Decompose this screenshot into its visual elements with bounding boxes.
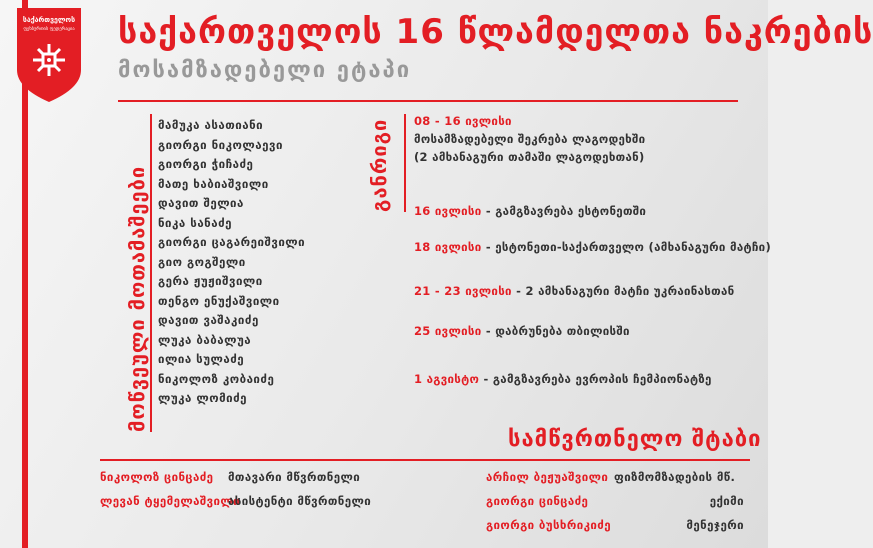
schedule-item bbox=[414, 204, 646, 218]
staff-name: გიორგი ბუსხრიკიძე bbox=[486, 518, 611, 532]
schedule-text: - გამგზავრება ევროპის ჩემპიონატზე bbox=[479, 372, 712, 386]
player-name: გიო გოგშელი bbox=[158, 254, 246, 269]
svg-text:ფეხბურთის ფედერაცია: ფეხბურთის ფედერაცია bbox=[23, 27, 75, 32]
players-list bbox=[158, 116, 305, 409]
player-name: დავით შელია bbox=[158, 196, 244, 210]
schedule-item bbox=[414, 324, 630, 338]
schedule-date: 18 ივლისი bbox=[414, 240, 482, 254]
schedule-date: 08 - 16 ივლისი bbox=[414, 114, 512, 128]
schedule-item bbox=[414, 284, 734, 298]
staff-name: ლევან ტყემელაშვილი bbox=[100, 494, 241, 508]
player-name: ლუკა ლომიძე bbox=[158, 391, 248, 405]
schedule-date: 25 ივლისი bbox=[414, 324, 482, 338]
schedule-item bbox=[414, 114, 512, 128]
svg-text:საქართველოს: საქართველოს bbox=[22, 16, 76, 24]
schedule-text: - ესტონეთი-საქართველო (ამხანაგური მატჩი) bbox=[481, 240, 772, 254]
staff-role: ფიზმომზადების მწ. bbox=[614, 470, 736, 484]
schedule-item bbox=[414, 240, 771, 254]
player-name: მამუკა ასათიანი bbox=[158, 118, 264, 132]
player-name: გიორგი ნიკოლაევი bbox=[158, 137, 283, 152]
staff-row bbox=[486, 470, 735, 484]
bottom-divider bbox=[100, 459, 750, 461]
staff-name: გიორგი ცინცაძე bbox=[486, 494, 589, 508]
player-name: დავით ვაშაკიძე bbox=[158, 313, 259, 327]
player-name: ნიკოლოზ კობაიძე bbox=[158, 371, 275, 386]
schedule-item bbox=[414, 372, 712, 386]
schedule-text: - გამგზავრება ესტონეთში bbox=[481, 204, 647, 218]
staff-row bbox=[486, 518, 744, 532]
staff-name: ნიკოლოზ ცინცაძე bbox=[100, 470, 214, 484]
staff-role: ექიმი bbox=[709, 494, 744, 508]
player-name: ნიკა სანაძე bbox=[158, 215, 233, 230]
schedule-item bbox=[414, 150, 645, 164]
player-name: თენგო ენუქაშვილი bbox=[158, 293, 280, 308]
player-name: გიორგი ჭიჩაძე bbox=[158, 157, 254, 171]
players-section-label: მოწვეული მოთამაშეები bbox=[125, 165, 149, 432]
player-name: გერა ჟუჟიშვილი bbox=[158, 274, 263, 288]
staff-role: მენეჯერი bbox=[686, 518, 744, 532]
coaching-staff-title: სამწვრთნელო შტაბი bbox=[508, 427, 762, 452]
schedule-item bbox=[414, 132, 645, 146]
staff-role: მთავარი მწვრთნელი bbox=[228, 470, 361, 484]
page-title: საქართველოს 16 წლამდელთა ნაკრების bbox=[118, 12, 873, 52]
schedule-text: მოსამზადებელი შეკრება ლაგოდეხში bbox=[414, 132, 646, 146]
player-name: ლუკა ბაბალუა bbox=[158, 332, 252, 347]
player-name: მათე ხაბიაშვილი bbox=[158, 176, 269, 191]
players-divider bbox=[150, 114, 152, 432]
staff-role: ასისტენტი მწვრთნელი bbox=[228, 494, 372, 508]
player-name: გიორგი ცაგარეიშვილი bbox=[158, 235, 306, 249]
staff-row bbox=[100, 494, 371, 508]
schedule-text: - დაბრუნება თბილისში bbox=[481, 324, 630, 338]
player-name: ილია სულაძე bbox=[158, 352, 245, 366]
schedule-text: (2 ამხანაგური თამაში ლაგოდეხთან) bbox=[414, 150, 645, 164]
schedule-date: 1 აგვისტო bbox=[414, 372, 480, 386]
schedule-date: 21 - 23 ივლისი bbox=[414, 284, 512, 298]
page-subtitle: მოსამზადებელი ეტაპი bbox=[118, 58, 412, 83]
staff-name: არჩილ ბეჟუაშვილი bbox=[486, 470, 609, 484]
schedule-section-label: განრიგი bbox=[367, 118, 391, 212]
federation-logo bbox=[13, 8, 85, 102]
schedule-divider bbox=[404, 114, 406, 212]
schedule-text: - 2 ამხანაგური მატჩი უკრაინასთან bbox=[511, 284, 735, 298]
schedule-date: 16 ივლისი bbox=[414, 204, 482, 218]
top-divider bbox=[118, 100, 738, 102]
staff-row bbox=[100, 470, 360, 484]
staff-row bbox=[486, 494, 744, 508]
